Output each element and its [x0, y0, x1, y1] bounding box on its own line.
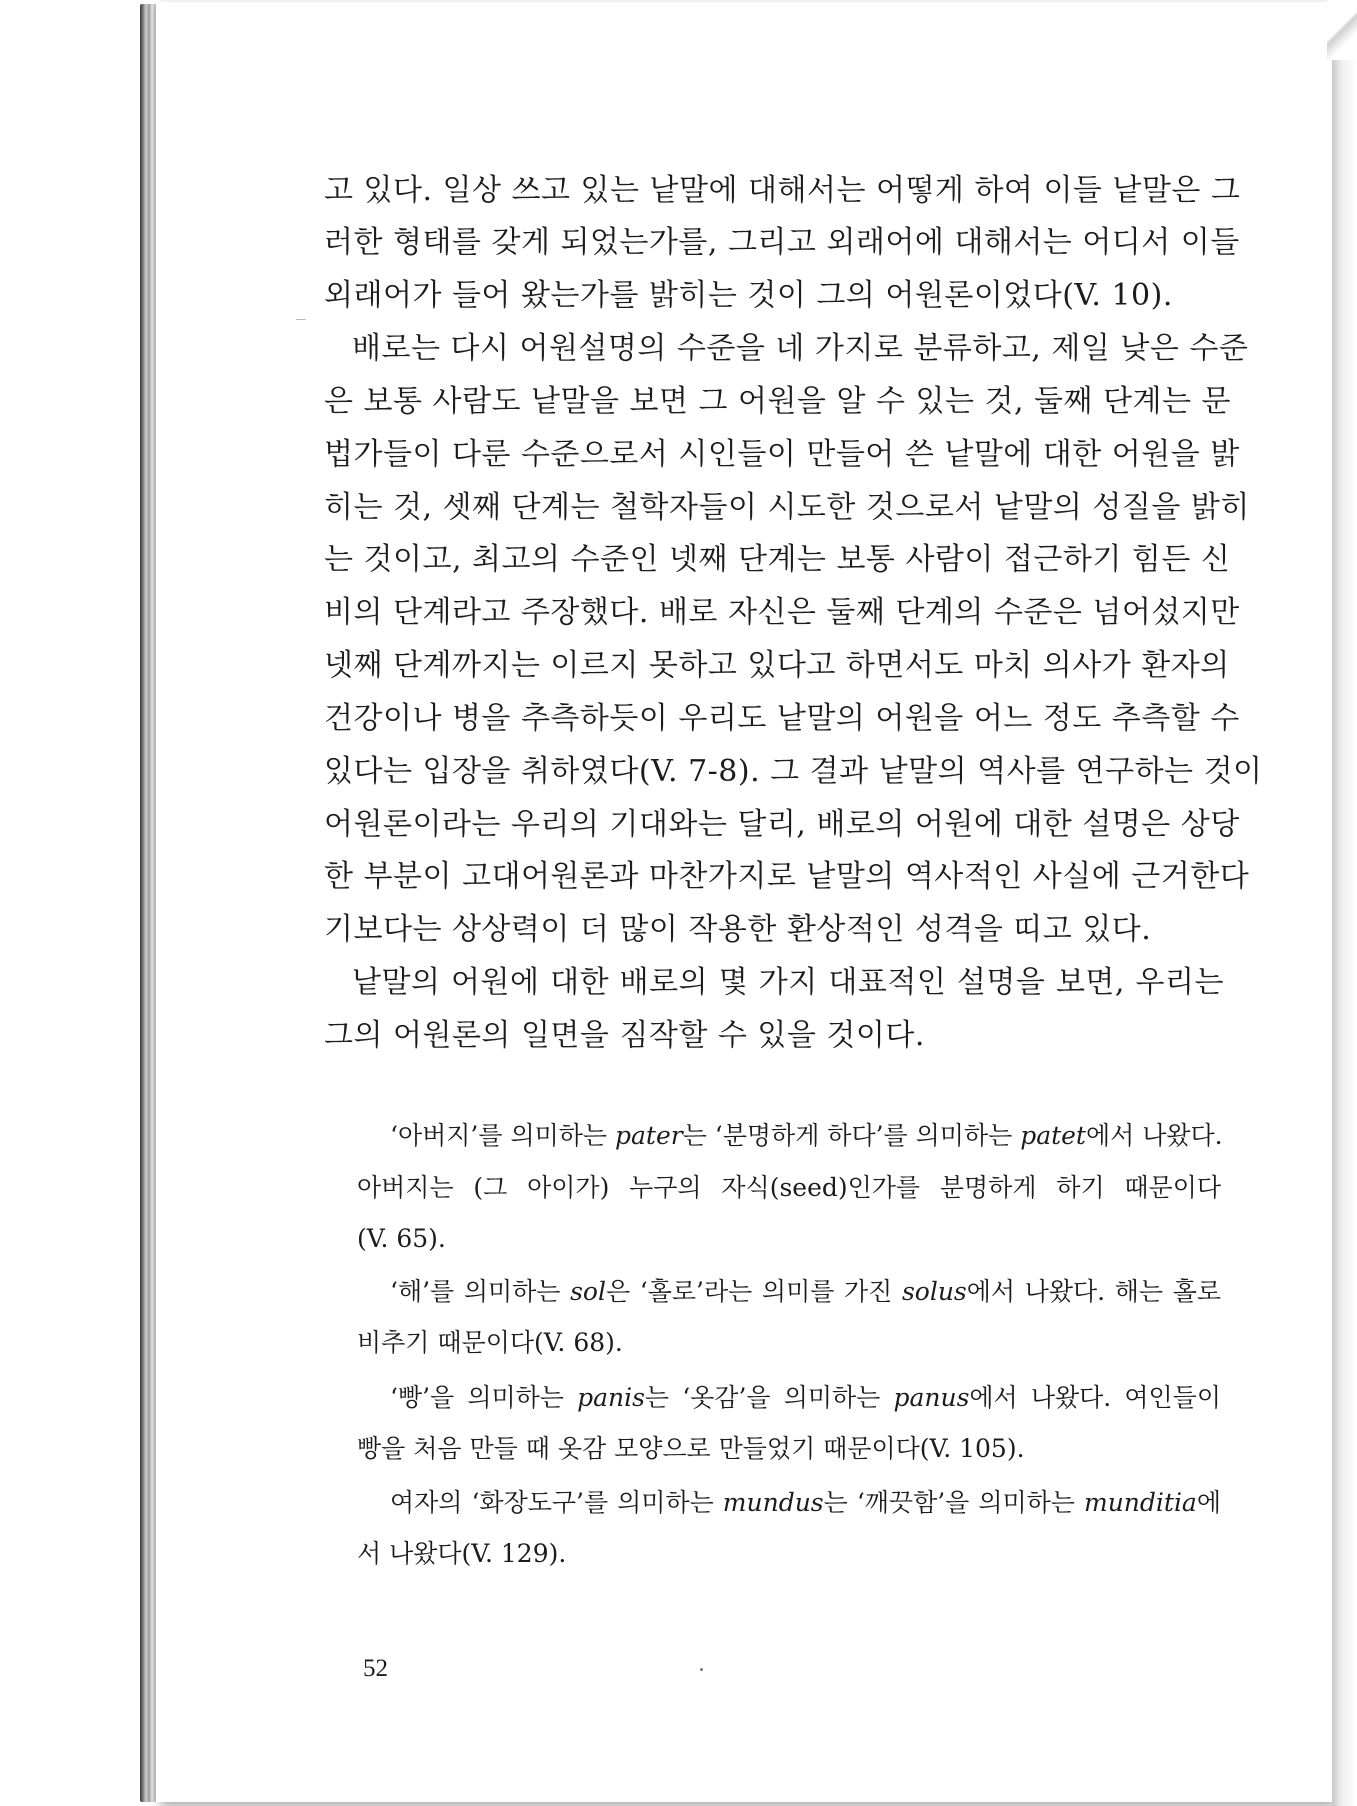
- quote-line: 비추기 때문이다(V. 68).: [357, 1328, 623, 1357]
- margin-mark: [296, 319, 306, 320]
- body-line: 넷째 단계까지는 이르지 못하고 있다고 하면서도 마치 의사가 환자의: [324, 648, 1230, 683]
- body-line: 는 것이고, 최고의 수준인 넷째 단계는 보통 사람이 접근하기 힘든 신: [324, 542, 1231, 577]
- body-line: 낱말의 어원에 대한 배로의 몇 가지 대표적인 설명을 보면, 우리는: [352, 965, 1224, 1000]
- body-line: 한 부분이 고대어원론과 마찬가지로 낱말의 역사적인 사실에 근거한다: [324, 859, 1250, 894]
- quote-line: ‘빵’을 의미하는 panis는 ‘옷감’을 의미하는 panus에서 나왔다. 여인들이: [390, 1383, 1221, 1412]
- body-line: 외래어가 들어 왔는가를 밝히는 것이 그의 어원론이었다(V. 10).: [324, 278, 1173, 313]
- quote-line: 빵을 처음 만들 때 옷감 모양으로 만들었기 때문이다(V. 105).: [357, 1434, 1025, 1463]
- page-number: 52: [363, 1655, 388, 1682]
- body-line: 법가들이 다룬 수준으로서 시인들이 만들어 쓴 낱말에 대한 어원을 밝: [324, 437, 1240, 472]
- page-right-edge: [1332, 0, 1357, 1806]
- quote-line: 아버지는 (그 아이가) 누구의 자식(seed)인가를 분명하게 하기 때문이다: [357, 1173, 1221, 1202]
- body-line: 기보다는 상상력이 더 많이 작용한 환상적인 성격을 띠고 있다.: [324, 912, 1152, 947]
- page-corner: [1327, 0, 1357, 60]
- body-line: 어원론이라는 우리의 기대와는 달리, 배로의 어원에 대한 설명은 상당: [324, 807, 1240, 842]
- body-line: 러한 형태를 갖게 되었는가를, 그리고 외래어에 대해서는 어디서 이들: [324, 225, 1240, 260]
- quote-line: (V. 65).: [357, 1224, 446, 1253]
- quote-line: 서 나왔다(V. 129).: [357, 1539, 567, 1568]
- body-line: 고 있다. 일상 쓰고 있는 낱말에 대해서는 어떻게 하여 이들 낱말은 그: [324, 173, 1241, 208]
- body-line: 있다는 입장을 취하였다(V. 7-8). 그 결과 낱말의 역사를 연구하는 것이: [324, 754, 1263, 789]
- speck-mark: [700, 1668, 703, 1671]
- body-line: 히는 것, 셋째 단계는 철학자들이 시도한 것으로서 낱말의 성질을 밝히: [324, 490, 1250, 525]
- book-page: [156, 2, 1332, 1802]
- body-line: 그의 어원론의 일면을 짐작할 수 있을 것이다.: [324, 1018, 925, 1053]
- quote-line: 여자의 ‘화장도구’를 의미하는 mundus는 ‘깨끗함’을 의미하는 munditia에: [390, 1488, 1221, 1517]
- quote-line: ‘아버지’를 의미하는 pater는 ‘분명하게 하다’를 의미하는 patet에서 나왔다.: [390, 1121, 1223, 1150]
- body-line: 비의 단계라고 주장했다. 배로 자신은 둘째 단계의 수준은 넘어섰지만: [324, 595, 1240, 630]
- quote-line: ‘해’를 의미하는 sol은 ‘홀로’라는 의미를 가진 solus에서 나왔다. 해는 홀로: [390, 1277, 1221, 1306]
- body-line: 건강이나 병을 추측하듯이 우리도 낱말의 어원을 어느 정도 추측할 수: [324, 701, 1240, 736]
- body-line: 배로는 다시 어원설명의 수준을 네 가지로 분류하고, 제일 낮은 수준: [352, 331, 1249, 366]
- body-line: 은 보통 사람도 낱말을 보면 그 어원을 알 수 있는 것, 둘째 단계는 문: [324, 384, 1231, 419]
